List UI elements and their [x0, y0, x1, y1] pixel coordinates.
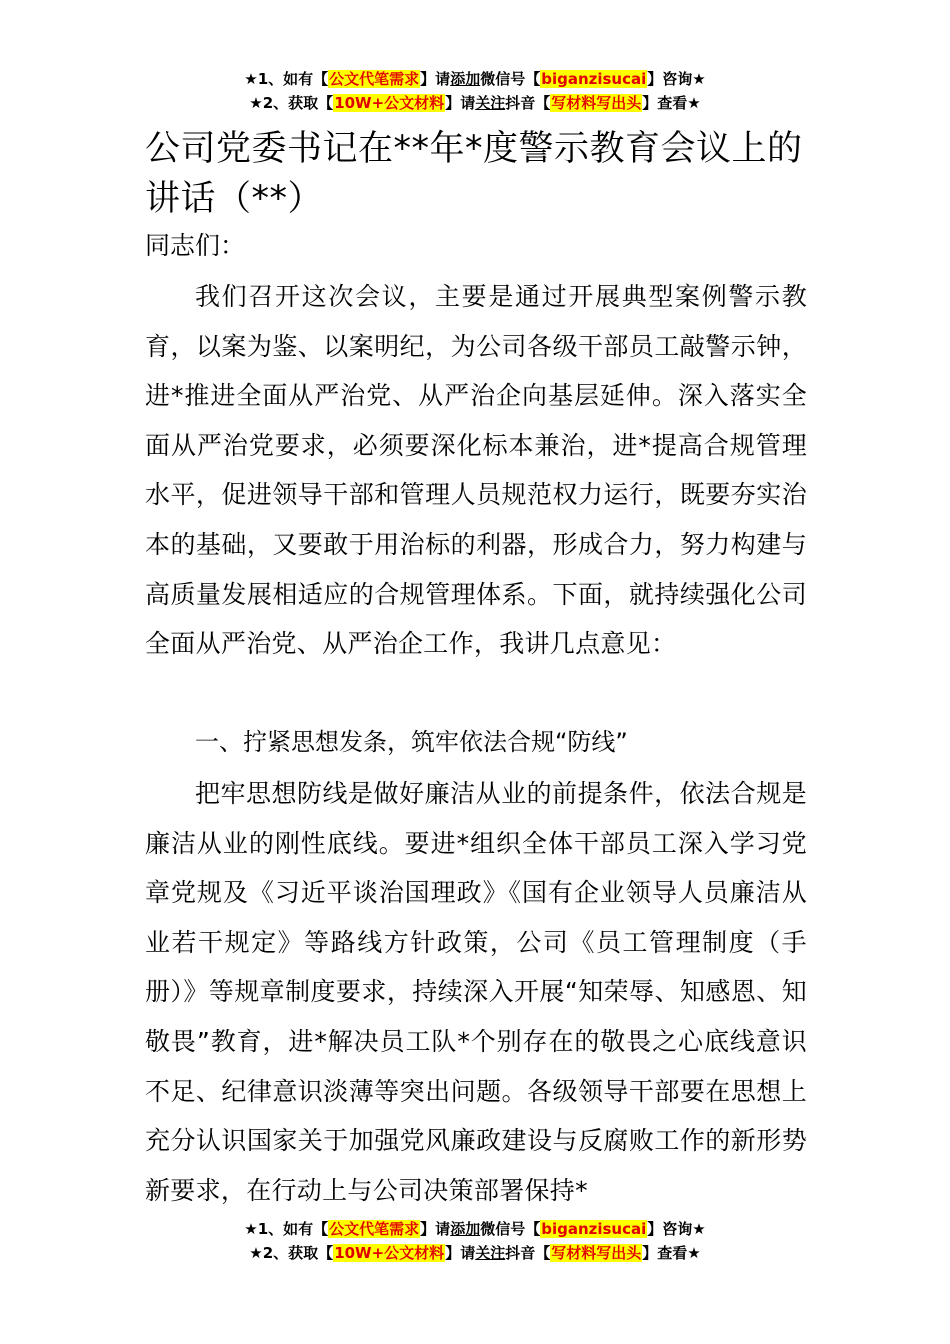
- banner-text: 】请: [420, 70, 451, 88]
- banner-line-2: [0, 92, 950, 116]
- highlight-wechat-id: biganzisucai: [541, 70, 647, 88]
- banner-text: ★1、如有【: [244, 70, 329, 88]
- banner-text: 】查看★: [642, 1244, 701, 1262]
- document-title: 公司党委书记在**年*度警示教育会议上的讲话（**）: [145, 129, 803, 219]
- section-heading: 一、拧紧思想发条，筑牢依法合规“防线”: [195, 728, 628, 756]
- highlight-douyin-id: 写材料写出头: [551, 94, 642, 112]
- highlight-service: 公文代笔需求: [329, 70, 420, 88]
- banner-underline: 添加: [450, 70, 481, 88]
- banner-text: 】咨询★: [647, 70, 706, 88]
- highlight-service: 公文代笔需求: [329, 1220, 420, 1238]
- banner-underline: 关注: [475, 1244, 506, 1262]
- footer-banner: [0, 1218, 950, 1266]
- banner-line-2: [0, 1242, 950, 1266]
- banner-text: 微信号【: [480, 1220, 541, 1238]
- highlight-materials: 10W+公文材料: [334, 94, 445, 112]
- banner-text: ★2、获取【: [249, 94, 334, 112]
- banner-text: 】请: [420, 1220, 451, 1238]
- header-banner: [0, 68, 950, 116]
- banner-text: ★1、如有【: [244, 1220, 329, 1238]
- banner-text: 微信号【: [480, 70, 541, 88]
- highlight-douyin-id: 写材料写出头: [551, 1244, 642, 1262]
- banner-text: 】请: [445, 1244, 476, 1262]
- paragraph-intro: 我们召开这次会议，主要是通过开展典型案例警示教育，以案为鉴、以案明纪，为公司各级干部员工敲警示钟，进*推进全面从严治党、从严治企向基层延伸。深入落实全面从严治党要求，必须要深化标本兼治，进*提高合规管理水平，促进领导干部和管理人员规范权力运行，既要夯实治本的基础，又要敢于用治标的利器，形成合力，努力构建与高质量发展相适应的合规管理体系。下面，就持续强化公司全面从严治党、从严治企工作，我讲几点意见：: [145, 282, 807, 659]
- greeting: 同志们：: [145, 231, 246, 260]
- banner-text: 】查看★: [642, 94, 701, 112]
- banner-text: 】请: [445, 94, 476, 112]
- banner-text: 】咨询★: [647, 1220, 706, 1238]
- banner-underline: 添加: [450, 1220, 481, 1238]
- highlight-wechat-id: biganzisucai: [541, 1220, 647, 1238]
- banner-text: 抖音【: [505, 1244, 551, 1262]
- highlight-materials: 10W+公文材料: [334, 1244, 445, 1262]
- banner-line-1: [0, 1218, 950, 1242]
- banner-underline: 关注: [475, 94, 506, 112]
- banner-line-1: [0, 68, 950, 92]
- banner-text: 抖音【: [505, 94, 551, 112]
- banner-text: ★2、获取【: [249, 1244, 334, 1262]
- paragraph-section-1: 把牢思想防线是做好廉洁从业的前提条件，依法合规是廉洁从业的刚性底线。要进*组织全体干部员工深入学习党章党规及《习近平谈治国理政》《国有企业领导人员廉洁从业若干规定》等路线方针政策，公司《员工管理制度（手册）》等规章制度要求，持续深入开展“知荣辱、知感恩、知敬畏”教育，进*解决员工队*个别存在的敬畏之心底线意识不足、纪律意识淡薄等突出问题。各级领导干部要在思想上充分认识国家关于加强党风廉政建设与反腐败工作的新形势新要求，在行动上与公司决策部署保持*: [145, 779, 807, 1205]
